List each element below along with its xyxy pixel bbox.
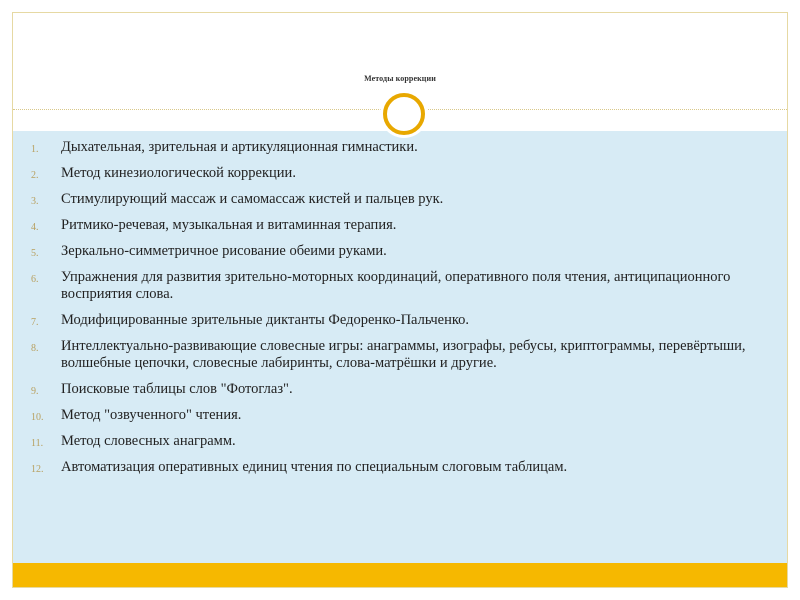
- list-item: [13, 338, 787, 372]
- list-item-text: Интеллектуально-развивающие словесные игры: анаграммы, изографы, ребусы, криптограммы, перевёртыши, волшебные цепочки, словесные лабиринты, слова-матрёшки и другие.: [61, 338, 746, 371]
- list-item-text: Метод "озвученного" чтения.: [61, 407, 242, 423]
- list-item: [13, 269, 787, 303]
- list-item-text: Метод кинезиологической коррекции.: [61, 165, 296, 181]
- list-item-text: Модифицированные зрительные диктанты Федоренко-Пальченко.: [61, 312, 470, 328]
- list-item: [13, 433, 787, 450]
- list-item-number: 7.: [31, 317, 39, 328]
- ring-ornament-icon: [383, 93, 425, 135]
- list-item-text: Поисковые таблицы слов "Фотоглаз".: [61, 381, 293, 397]
- list-item-text: Метод словесных анаграмм.: [61, 433, 236, 449]
- slide-title: Методы коррекции: [364, 74, 436, 83]
- list-item-text: Автоматизация оперативных единиц чтения по специальным слоговым таблицам.: [61, 459, 568, 475]
- list-item-number: 12.: [31, 464, 44, 475]
- list-item-text: Стимулирующий массаж и самомассаж кистей и пальцев рук.: [61, 191, 444, 207]
- list-item-number: 1.: [31, 144, 39, 155]
- list-item-number: 5.: [31, 248, 39, 259]
- list-item-text: Зеркально-симметричное рисование обеими руками.: [61, 243, 387, 259]
- footer-accent-bar: [13, 563, 787, 587]
- list-item: [13, 381, 787, 398]
- list-item-number: 9.: [31, 386, 39, 397]
- list-item: [13, 191, 787, 208]
- list-item: [13, 312, 787, 329]
- list-item: [13, 459, 787, 476]
- list-item-text: Упражнения для развития зрительно-моторных координаций, оперативного поля чтения, антиципационного восприятия слова.: [61, 269, 731, 302]
- list-item: [13, 165, 787, 182]
- slide: [12, 12, 788, 588]
- methods-list: [13, 139, 787, 485]
- list-item: [13, 407, 787, 424]
- list-item: [13, 217, 787, 234]
- list-item-text: Ритмико-речевая, музыкальная и витаминная терапия.: [61, 217, 397, 233]
- list-item: [13, 243, 787, 260]
- list-item-number: 3.: [31, 196, 39, 207]
- list-item-number: 4.: [31, 222, 39, 233]
- list-item-text: Дыхательная, зрительная и артикуляционная гимнастики.: [61, 139, 418, 155]
- list-item: [13, 139, 787, 156]
- list-item-number: 11.: [31, 438, 44, 449]
- list-item-number: 10.: [31, 412, 44, 423]
- list-item-number: 6.: [31, 274, 39, 285]
- list-item-number: 8.: [31, 343, 39, 354]
- list-item-number: 2.: [31, 170, 39, 181]
